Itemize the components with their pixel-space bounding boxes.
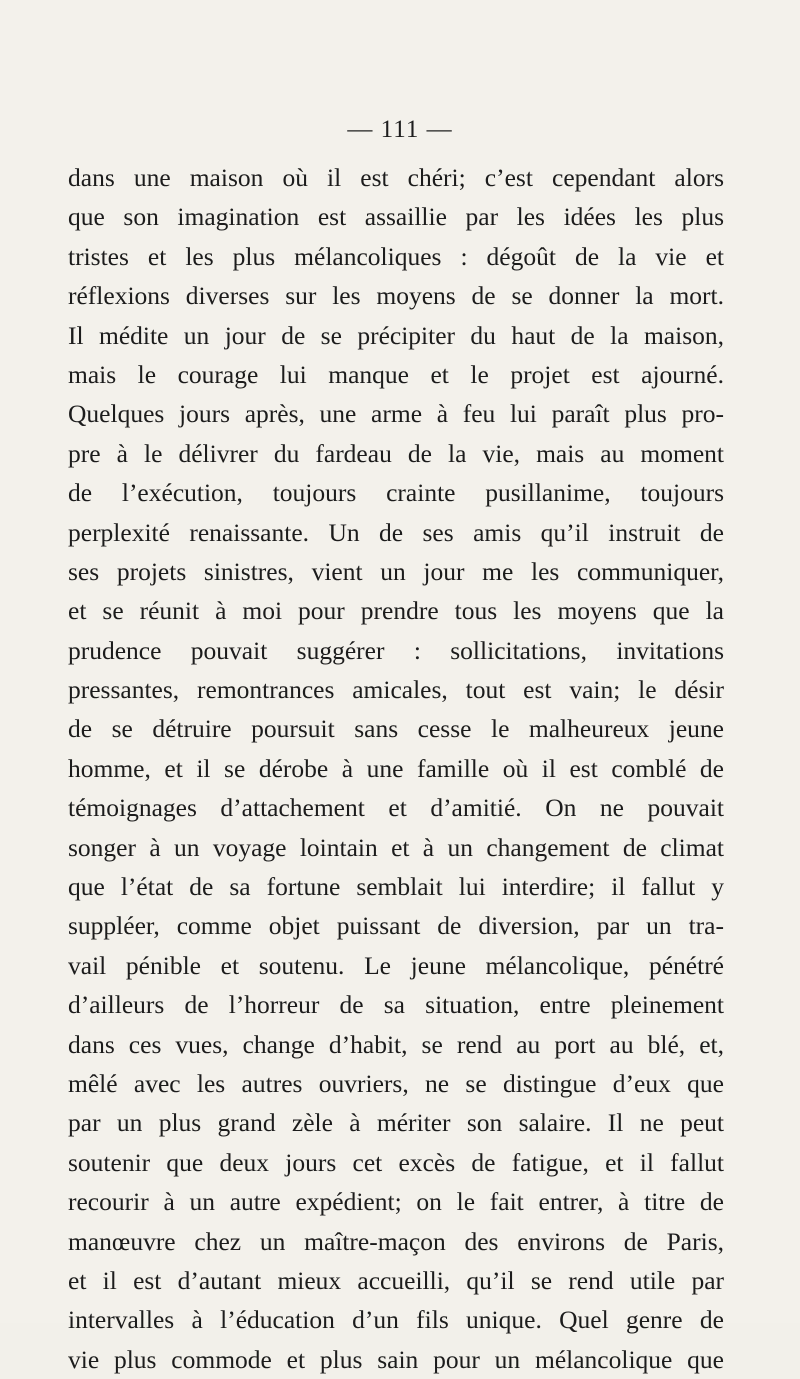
text-line: mais le courage lui manque et le projet est ajourné. bbox=[68, 359, 724, 389]
text-line: soutenir que deux jours cet excès de fatigue, et il fallut bbox=[68, 1147, 724, 1177]
text-line: vail pénible et soutenu. Le jeune mélancolique, pénétré bbox=[68, 950, 724, 980]
text-line: dans ces vues, change d’habit, se rend au port au blé, et, bbox=[68, 1029, 724, 1059]
text-line: intervalles à l’éducation d’un fils unique. Quel genre de bbox=[68, 1305, 724, 1335]
text-line: prudence pouvait suggérer : sollicitations, invitations bbox=[68, 635, 724, 665]
text-line: pre à le délivrer du fardeau de la vie, mais au moment bbox=[68, 438, 724, 468]
text-line: de se détruire poursuit sans cesse le malheureux jeune bbox=[68, 714, 724, 744]
text-line: manœuvre chez un maître-maçon des environs de Paris, bbox=[68, 1226, 724, 1256]
text-line: par un plus grand zèle à mériter son salaire. Il ne peut bbox=[68, 1108, 724, 1138]
text-line: dans une maison où il est chéri; c’est cependant alors bbox=[68, 163, 724, 192]
text-line: témoignages d’attachement et d’amitié. On ne pouvait bbox=[68, 793, 724, 823]
text-line: d’ailleurs de l’horreur de sa situation, entre pleinement bbox=[68, 990, 724, 1020]
text-line: réflexions diverses sur les moyens de se donner la mort. bbox=[68, 281, 724, 311]
page-number: — 111 — bbox=[347, 116, 453, 143]
text-line: que son imagination est assaillie par les idées les plus bbox=[68, 202, 724, 232]
text-line: suppléer, comme objet puissant de diversion, par un tra- bbox=[68, 911, 724, 941]
text-line: tristes et les plus mélancoliques : dégoût de la vie et bbox=[68, 241, 724, 271]
text-line: recourir à un autre expédient; on le fait entrer, à titre de bbox=[68, 1187, 724, 1217]
text-line: songer à un voyage lointain et à un changement de climat bbox=[68, 832, 724, 862]
text-line: Quelques jours après, une arme à feu lui paraît plus pro- bbox=[68, 399, 724, 429]
text-line: perplexité renaissante. Un de ses amis qu’il instruit de bbox=[68, 517, 724, 547]
text-line: vie plus commode et plus sain pour un mélancolique que bbox=[68, 1344, 724, 1374]
text-line: et se réunit à moi pour prendre tous les moyens que la bbox=[68, 596, 724, 626]
text-line: ses projets sinistres, vient un jour me les communiquer, bbox=[68, 556, 724, 586]
text-line: Il médite un jour de se précipiter du haut de la maison, bbox=[68, 320, 724, 350]
text-line: pressantes, remontrances amicales, tout est vain; le désir bbox=[68, 675, 724, 705]
text-line: mêlé avec les autres ouvriers, ne se distingue d’eux que bbox=[68, 1068, 724, 1098]
text-line: de l’exécution, toujours crainte pusillanime, toujours bbox=[68, 478, 724, 508]
text-line: que l’état de sa fortune semblait lui interdire; il fallut y bbox=[68, 872, 724, 902]
text-line: et il est d’autant mieux accueilli, qu’il se rend utile par bbox=[68, 1265, 724, 1295]
page-text bbox=[68, 158, 724, 1379]
text-line: homme, et il se dérobe à une famille où il est comblé de bbox=[68, 753, 724, 783]
